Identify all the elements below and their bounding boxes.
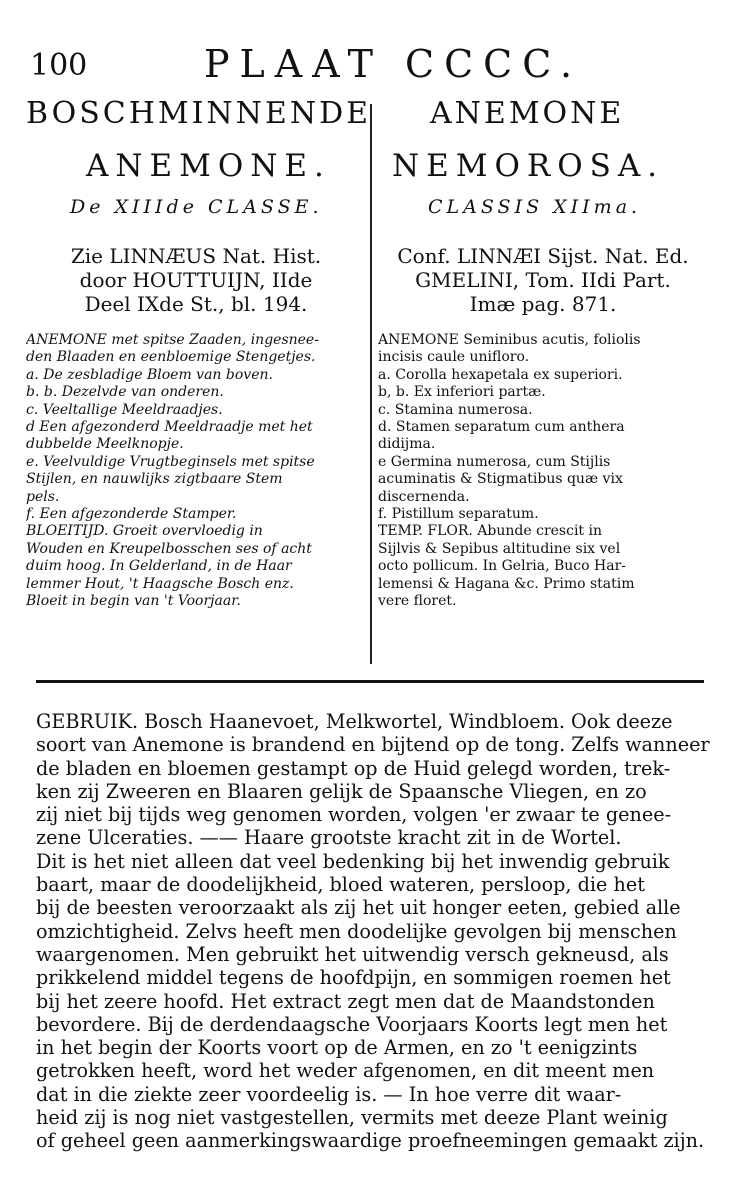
paragraph-line: GEBRUIK. Bosch Haanevoet, Melkwortel, Windbloem. Ook deeze	[36, 710, 673, 733]
description-line: didijma.	[378, 436, 436, 453]
description-line: Sijlvis & Sepibus altitudine six vel	[378, 540, 621, 557]
dutch-title-line1: BOSCHMINNENDE	[26, 96, 372, 131]
latin-reference-line: Conf. LINNÆI Sijst. Nat. Ed.	[397, 244, 689, 268]
description-line: duim hoog. In Gelderland, in de Haar	[26, 558, 292, 575]
column-divider	[370, 104, 372, 664]
paragraph-line: of geheel geen aanmerkingswaardige proefneemingen gemaakt zijn.	[36, 1129, 705, 1153]
dutch-reference-line: Zie LINNÆUS Nat. Hist.	[70, 244, 322, 268]
paragraph-line: getrokken heeft, word het weder afgenomen, en dit meent men	[36, 1059, 655, 1083]
dutch-description	[26, 332, 366, 611]
description-line: vere floret.	[378, 593, 457, 610]
latin-reference-line: GMELINI, Tom. IIdi Part.	[415, 268, 671, 292]
description-line: TEMP. FLOR. Abunde crescit in	[378, 523, 602, 540]
paragraph-line: zene Ulceraties. —— Haare grootste kracht zit in de Wortel.	[36, 826, 622, 850]
latin-title-line2: NEMOROSA.	[392, 148, 665, 184]
description-line: lemensi & Hagana &c. Primo statim	[378, 575, 635, 592]
description-line: Stijlen, en nauwlijks zigtbaare Stem	[26, 471, 283, 488]
paragraph-line: heid zij is nog niet vastgestellen, vermits met deeze Plant weinig	[36, 1106, 668, 1130]
description-line: octo pollicum. In Gelria, Buco Har-	[378, 558, 626, 575]
latin-reference-line: Imæ pag. 871.	[469, 292, 617, 316]
dutch-classe: De XIIIde CLASSE.	[70, 196, 323, 218]
latin-classe: CLASSIS XIIma.	[428, 196, 642, 218]
latin-reference	[378, 244, 708, 316]
dutch-reference-line: Deel IXde St., bl. 194.	[84, 292, 308, 316]
section-rule	[36, 680, 704, 683]
paragraph-line: bevordere. Bij de derdendaagsche Voorjaars Koorts legt men het	[36, 1012, 668, 1036]
dutch-reference	[26, 244, 366, 316]
description-line: e Germina numerosa, cum Stijlis	[378, 453, 611, 470]
description-line: c. Veeltallige Meeldraadjes.	[26, 401, 223, 418]
description-line: pels.	[26, 488, 60, 505]
paragraph-line: baart, maar de doodelijkheid, bloed wateren, persloop, die het	[36, 873, 645, 897]
usage-paragraph	[36, 710, 711, 1153]
description-line: lemmer Hout, 't Haagsche Bosch enz.	[26, 575, 294, 592]
plate-title: PLAAT CCCC.	[203, 42, 583, 86]
description-line: ANEMONE Seminibus acutis, foliolis	[378, 332, 641, 348]
latin-description	[378, 332, 708, 611]
description-line: den Blaaden en eenbloemige Stengetjes.	[26, 349, 316, 366]
description-line: acuminatis & Stigmatibus quæ vix	[378, 471, 623, 488]
description-line: Wouden en Kreupelbosschen ses of acht	[26, 540, 312, 557]
description-line: BLOEITIJD. Groeit overvloedig in	[26, 523, 263, 540]
latin-title-line1: ANEMONE	[430, 96, 625, 131]
dutch-title-line2: ANEMONE.	[86, 148, 331, 184]
description-line: d. Stamen separatum cum anthera	[378, 419, 625, 436]
page-header	[28, 42, 728, 92]
paragraph-line: prikkelend middel tegens de hoofdpijn, en sommigen roemen het	[36, 966, 671, 990]
paragraph-line: waargenomen. Men gebruikt het uitwendig versch gekneusd, als	[36, 942, 669, 966]
paragraph-line: dat in die ziekte zeer voordeelig is. — In hoe verre dit waar-	[36, 1082, 622, 1106]
description-line: f. Pistillum separatum.	[378, 506, 539, 523]
description-line: e. Veelvuldige Vrugtbeginsels met spitse	[26, 453, 315, 470]
description-line: f. Een afgezonderde Stamper.	[26, 506, 237, 523]
paragraph-line: bij het zeere hoofd. Het extract zegt men dat de Maandstonden	[36, 989, 655, 1013]
description-line: incisis caule unifloro.	[378, 349, 530, 366]
paragraph-line: bij de beesten veroorzaakt als zij het uit honger eeten, gebied alle	[36, 896, 681, 920]
description-line: b, b. Ex inferiori partæ.	[378, 384, 546, 401]
dutch-reference-line: door HOUTTUIJN, IIde	[79, 268, 313, 292]
description-line: a. De zesbladige Bloem van boven.	[26, 366, 273, 383]
paragraph-line: soort van Anemone is brandend en bijtend op de tong. Zelfs wanneer	[36, 733, 710, 757]
paragraph-line: omzichtigheid. Zelvs heeft men doodelijke gevolgen bij menschen	[36, 919, 677, 943]
paragraph-line: Dit is het niet alleen dat veel bedenking bij het inwendig gebruik	[36, 849, 670, 873]
paragraph-line: zij niet bij tijds weg genomen worden, volgen 'er zwaar te genee-	[36, 803, 672, 827]
paragraph-line: ken zij Zweeren en Blaaren gelijk de Spaansche Vliegen, en zo	[36, 779, 647, 803]
page-number: 100	[30, 48, 88, 83]
paragraph-line: de bladen en bloemen gestampt op de Huid gelegd worden, trek-	[36, 756, 671, 780]
description-line: Bloeit in begin van 't Voorjaar.	[26, 593, 241, 610]
description-line: discernenda.	[378, 488, 470, 505]
description-line: a. Corolla hexapetala ex superiori.	[378, 366, 623, 383]
description-line: c. Stamina numerosa.	[378, 401, 533, 418]
description-line: d Een afgezonderd Meeldraadje met het	[26, 419, 313, 436]
description-line: ANEMONE met spitse Zaaden, ingesnee-	[26, 332, 319, 348]
description-line: dubbelde Meelknopje.	[26, 436, 184, 453]
paragraph-line: in het begin der Koorts voort op de Armen, en zo 't eenigzints	[36, 1036, 638, 1060]
description-line: b. b. Dezelvde van onderen.	[26, 384, 224, 401]
